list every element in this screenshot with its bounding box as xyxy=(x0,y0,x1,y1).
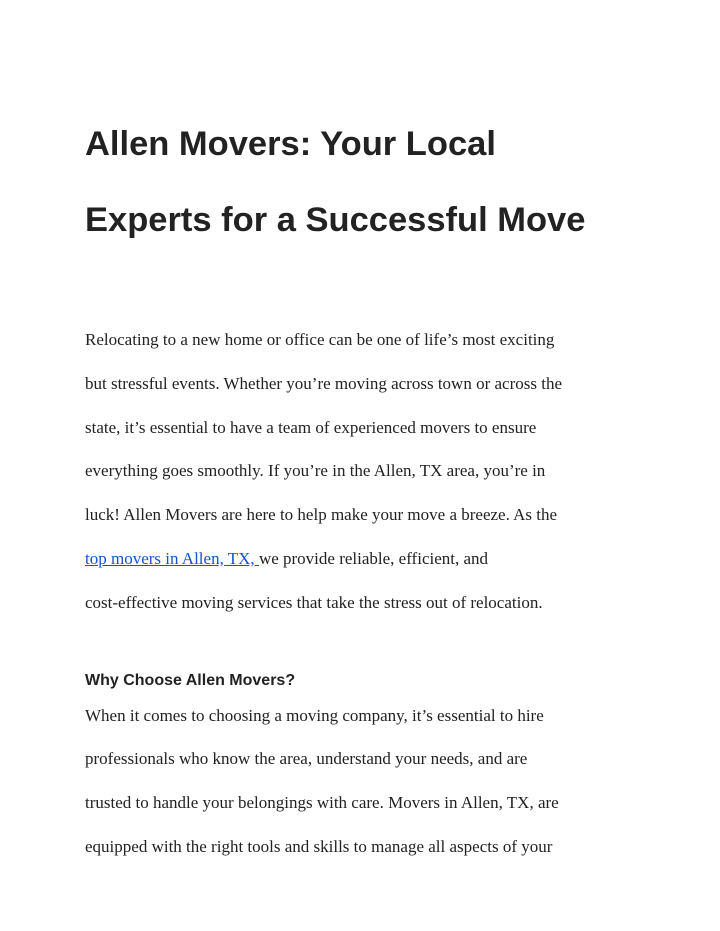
title-line: Experts for a Successful Move xyxy=(85,201,586,239)
page-title xyxy=(85,106,645,258)
intro-line: Relocating to a new home or office can be one of life’s most exciting xyxy=(85,330,555,349)
section-line: When it comes to choosing a moving company, it’s essential to hire xyxy=(85,705,544,725)
intro-line: cost-effective moving services that take the stress out of relocation. xyxy=(85,592,543,612)
top-movers-link[interactable]: top movers in Allen, TX, xyxy=(85,548,259,568)
intro-line-with-link xyxy=(85,537,645,581)
title-line: Allen Movers: Your Local xyxy=(85,125,496,163)
section-paragraph xyxy=(85,694,645,869)
intro-line: state, it’s essential to have a team of experienced movers to ensure xyxy=(85,417,537,437)
intro-paragraph xyxy=(85,318,645,625)
after-link-text: we provide reliable, efficient, and xyxy=(258,548,489,568)
section-heading: Why Choose Allen Movers? xyxy=(85,671,296,689)
document-content xyxy=(85,106,645,869)
section-line: professionals who know the area, understand your needs, and are xyxy=(85,749,528,769)
intro-line: everything goes smoothly. If you’re in the Allen, TX area, you’re in xyxy=(85,461,546,481)
section-line: trusted to handle your belongings with care. Movers in Allen, TX, are xyxy=(85,793,559,813)
section-line: equipped with the right tools and skills to manage all aspects of your xyxy=(85,836,553,856)
intro-line: luck! Allen Movers are here to help make your move a breeze. As the xyxy=(85,505,558,525)
intro-line: but stressful events. Whether you’re moving across town or across the xyxy=(85,373,562,393)
